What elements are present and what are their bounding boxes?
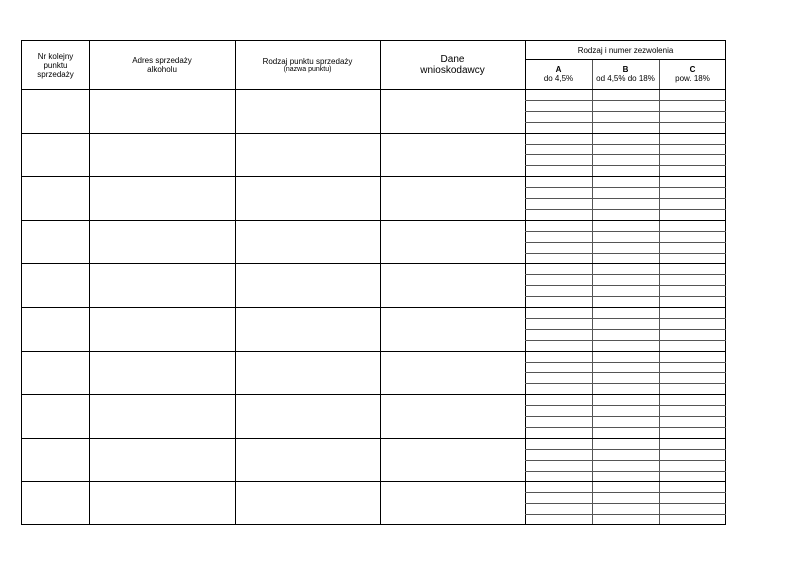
permit-letter: B bbox=[622, 65, 629, 74]
row-permit-cell[interactable] bbox=[594, 353, 657, 393]
row-cell-dane[interactable] bbox=[383, 484, 522, 522]
row-permit-cell[interactable] bbox=[527, 91, 590, 131]
row-divider bbox=[22, 394, 726, 395]
header-point-type-sub: (nazwa punktu) bbox=[283, 65, 332, 73]
header-address bbox=[89, 41, 235, 89]
row-cell-rodzaj[interactable] bbox=[238, 397, 377, 435]
column-divider bbox=[235, 41, 236, 524]
row-divider bbox=[22, 481, 726, 482]
row-permit-cell[interactable] bbox=[527, 440, 590, 480]
row-permit-cell[interactable] bbox=[594, 178, 657, 218]
row-permit-cell[interactable] bbox=[661, 483, 724, 523]
row-cell-adres[interactable] bbox=[92, 354, 232, 392]
row-divider bbox=[22, 307, 726, 308]
row-cell-adres[interactable] bbox=[92, 441, 232, 479]
row-cell-nr[interactable] bbox=[25, 92, 86, 130]
row-cell-nr[interactable] bbox=[25, 354, 86, 392]
row-cell-rodzaj[interactable] bbox=[238, 441, 377, 479]
row-permit-cell[interactable] bbox=[661, 135, 724, 175]
permit-header-c bbox=[659, 59, 726, 89]
row-permit-cell[interactable] bbox=[661, 309, 724, 349]
row-cell-nr[interactable] bbox=[25, 136, 86, 174]
row-permit-cell[interactable] bbox=[661, 353, 724, 393]
row-permit-cell[interactable] bbox=[661, 222, 724, 262]
row-permit-cell[interactable] bbox=[527, 353, 590, 393]
row-cell-nr[interactable] bbox=[25, 223, 86, 261]
row-cell-dane[interactable] bbox=[383, 92, 522, 130]
row-permit-cell[interactable] bbox=[594, 396, 657, 436]
row-cell-dane[interactable] bbox=[383, 397, 522, 435]
row-permit-cell[interactable] bbox=[594, 440, 657, 480]
row-permit-cell[interactable] bbox=[527, 135, 590, 175]
row-cell-dane[interactable] bbox=[383, 223, 522, 261]
header-point-type-label: Rodzaj punktu sprzedaży bbox=[262, 56, 353, 66]
row-divider bbox=[22, 220, 726, 221]
permit-range: od 4,5% do 18% bbox=[596, 74, 655, 83]
row-cell-adres[interactable] bbox=[92, 266, 232, 304]
row-permit-cell[interactable] bbox=[527, 309, 590, 349]
row-cell-adres[interactable] bbox=[92, 179, 232, 217]
permit-header-divider bbox=[525, 59, 726, 60]
row-cell-dane[interactable] bbox=[383, 441, 522, 479]
row-cell-dane[interactable] bbox=[383, 310, 522, 348]
permit-range: pow. 18% bbox=[675, 74, 710, 83]
row-permit-cell[interactable] bbox=[527, 265, 590, 305]
row-cell-dane[interactable] bbox=[383, 179, 522, 217]
row-cell-nr[interactable] bbox=[25, 441, 86, 479]
row-cell-rodzaj[interactable] bbox=[238, 92, 377, 130]
row-cell-adres[interactable] bbox=[92, 484, 232, 522]
column-divider bbox=[89, 41, 90, 524]
row-permit-cell[interactable] bbox=[527, 483, 590, 523]
row-permit-cell[interactable] bbox=[594, 91, 657, 131]
permit-letter: C bbox=[689, 65, 696, 74]
row-permit-cell[interactable] bbox=[661, 396, 724, 436]
row-cell-adres[interactable] bbox=[92, 397, 232, 435]
row-cell-nr[interactable] bbox=[25, 397, 86, 435]
row-cell-rodzaj[interactable] bbox=[238, 354, 377, 392]
permit-column-divider bbox=[659, 59, 660, 524]
row-permit-cell[interactable] bbox=[594, 222, 657, 262]
row-permit-cell[interactable] bbox=[527, 222, 590, 262]
row-cell-rodzaj[interactable] bbox=[238, 223, 377, 261]
register-table bbox=[21, 40, 726, 525]
row-permit-cell[interactable] bbox=[661, 178, 724, 218]
row-permit-cell[interactable] bbox=[527, 178, 590, 218]
row-cell-adres[interactable] bbox=[92, 92, 232, 130]
row-cell-dane[interactable] bbox=[383, 354, 522, 392]
row-permit-cell[interactable] bbox=[661, 91, 724, 131]
row-divider bbox=[22, 263, 726, 264]
header-point-type bbox=[235, 41, 380, 89]
row-cell-rodzaj[interactable] bbox=[238, 266, 377, 304]
permit-letter: A bbox=[555, 65, 562, 74]
row-cell-rodzaj[interactable] bbox=[238, 310, 377, 348]
row-cell-dane[interactable] bbox=[383, 266, 522, 304]
row-cell-adres[interactable] bbox=[92, 136, 232, 174]
column-divider bbox=[525, 41, 526, 524]
permit-range: do 4,5% bbox=[543, 74, 574, 83]
row-cell-nr[interactable] bbox=[25, 310, 86, 348]
row-permit-cell[interactable] bbox=[661, 440, 724, 480]
row-divider bbox=[22, 438, 726, 439]
header-nr bbox=[22, 41, 89, 89]
row-permit-cell[interactable] bbox=[594, 309, 657, 349]
row-cell-nr[interactable] bbox=[25, 179, 86, 217]
row-permit-cell[interactable] bbox=[594, 483, 657, 523]
header-applicant bbox=[380, 41, 525, 89]
permit-column-divider bbox=[592, 59, 593, 524]
row-permit-cell[interactable] bbox=[594, 135, 657, 175]
permit-header-b bbox=[592, 59, 659, 89]
permit-header-a bbox=[525, 59, 592, 89]
row-cell-nr[interactable] bbox=[25, 484, 86, 522]
row-permit-cell[interactable] bbox=[661, 265, 724, 305]
header-address-label: Adres sprzedaży alkoholu bbox=[132, 56, 192, 74]
row-permit-cell[interactable] bbox=[527, 396, 590, 436]
row-cell-rodzaj[interactable] bbox=[238, 179, 377, 217]
row-cell-rodzaj[interactable] bbox=[238, 136, 377, 174]
header-permit-group-label: Rodzaj i numer zezwolenia bbox=[577, 45, 674, 55]
row-cell-adres[interactable] bbox=[92, 223, 232, 261]
row-divider bbox=[22, 133, 726, 134]
header-applicant-label: Dane wnioskodawcy bbox=[420, 54, 485, 76]
row-cell-rodzaj[interactable] bbox=[238, 484, 377, 522]
row-divider bbox=[22, 176, 726, 177]
row-cell-adres[interactable] bbox=[92, 310, 232, 348]
column-divider bbox=[380, 41, 381, 524]
header-permit-group bbox=[525, 41, 726, 59]
row-cell-nr[interactable] bbox=[25, 266, 86, 304]
row-divider bbox=[22, 351, 726, 352]
row-permit-cell[interactable] bbox=[594, 265, 657, 305]
row-divider bbox=[22, 89, 726, 90]
header-nr-label: Nr kolejny punktu sprzedaży bbox=[37, 51, 74, 79]
row-cell-dane[interactable] bbox=[383, 136, 522, 174]
